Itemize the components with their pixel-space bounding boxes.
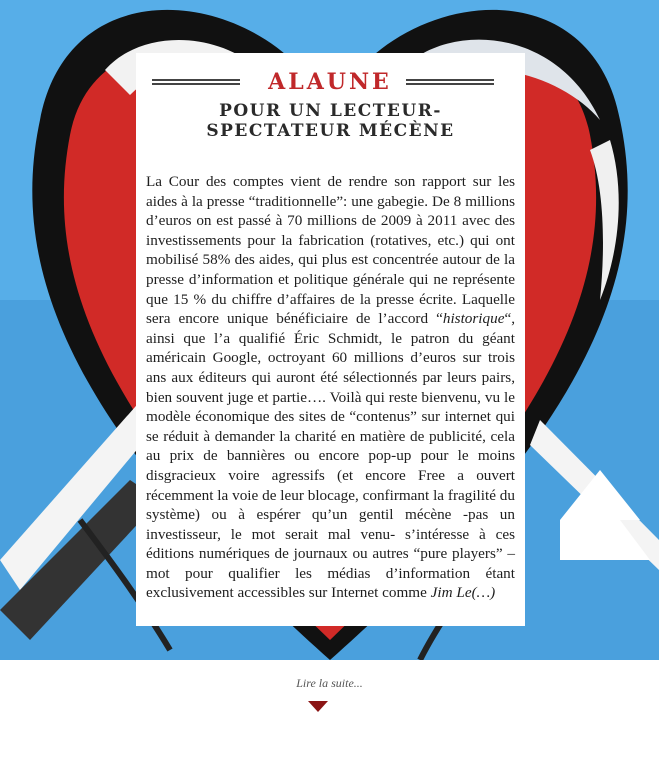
excerpt-text-part-2: “, ainsi que l’a qualifié Éric Schmidt, le patron du géant américain Google, octroyant 60 millions d’euros sur trois ans aux éditeurs qui auront été sélectionnés par leurs pairs, bien souvent juge et partie…. Voilà qui reste bienvenu, vu le modèle économique des sites de “contenus” sur internet qui se réduit à demander la charité en matière de publicité, cela au prix de bannières ou encore pop-up pour le moins disgracieux voire agressifs (et encore Free a ouvert récemment la voie de leur blocage, confirmant la fragilité du système) ou à espérer qu’un gentil mécène -pas un investisseur, le mot serait mal venu- s’intéresse à ces éditions numériques de journaux ou autres “pure players” – mot pour qualifier les médias d’information étant exclusivement accessibles sur Internet comme [146, 310, 515, 602]
article-excerpt [146, 172, 515, 603]
read-more-link[interactable]: Lire la suite... [296, 676, 363, 690]
decorative-rule-left [152, 79, 240, 85]
caret-down-icon[interactable] [308, 701, 328, 712]
excerpt-emphasis-1: historique [442, 310, 505, 328]
article-card [136, 53, 525, 626]
excerpt-emphasis-2: Jim Le(…) [430, 584, 496, 602]
brand-header [136, 67, 525, 97]
decorative-rule-right [406, 79, 494, 85]
article-title[interactable]: POUR UN LECTEUR-SPECTATEUR MÉCÈNE [206, 101, 455, 141]
excerpt-text-part-1: La Cour des comptes vient de rendre son rapport sur les aides à la presse “traditionnelle”: une gabegie. De 8 millions d’euros on est passé à 70 millions de 2009 à 2011 avec des investissements pour la fabrication (rotatives, etc.) qui ont mobilisé 58% des aides, qui plus est concentrée autour de la presse d’information et politique générale qui ne représente que 15 % du chiffre d’affaires de la presse écrite. Laquelle sera encore unique bénéficiaire de l’accord “ [146, 173, 515, 328]
brand-name[interactable]: ALAUNE [268, 69, 392, 95]
